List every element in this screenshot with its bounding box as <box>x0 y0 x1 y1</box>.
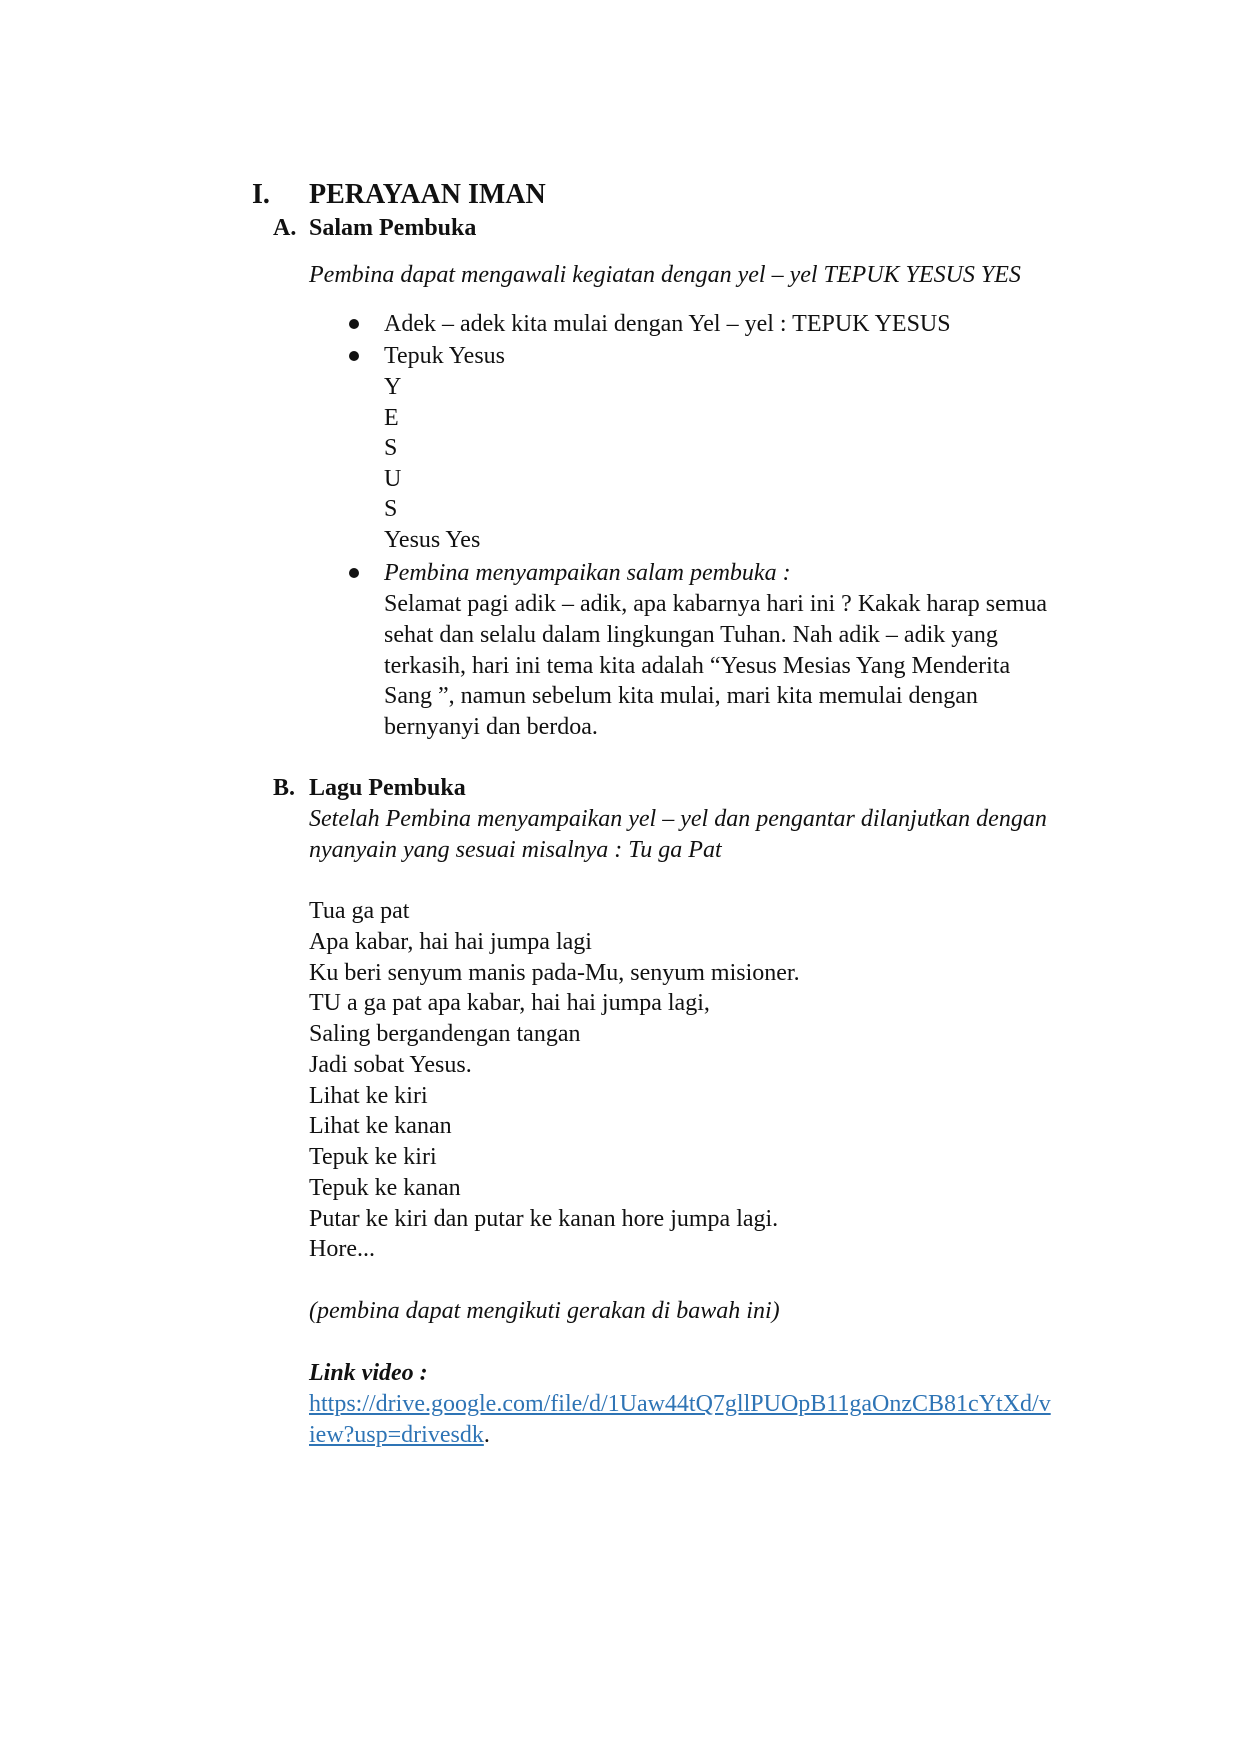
link-video-label: Link video : <box>309 1360 428 1386</box>
yel-line: Tepuk Yesus <box>384 343 506 369</box>
greeting-line: bernyanyi dan berdoa. <box>384 714 598 740</box>
bullet-item-3-title: Pembina menyampaikan salam pembuka : <box>384 560 791 586</box>
video-link-line-1 <box>309 1389 1051 1419</box>
lyric-line: Lihat ke kiri <box>309 1083 428 1109</box>
video-link[interactable]: https://drive.google.com/file/d/1Uaw44tQ7gllPUOpB11gaOnzCB81cYtXd/v <box>309 1391 1051 1417</box>
subsection-b-title: Lagu Pembuka <box>309 775 466 801</box>
subsection-b-instruction: Setelah Pembina menyampaikan yel – yel dan pengantar dilanjutkan dengan <box>309 806 1047 832</box>
bullet-icon <box>349 351 359 361</box>
yel-line: E <box>384 405 399 431</box>
subsection-a-instruction: Pembina dapat mengawali kegiatan dengan yel – yel TEPUK YESUS YES <box>309 262 1021 288</box>
lyric-line: Hore... <box>309 1236 375 1262</box>
lyric-line: Tua ga pat <box>309 898 410 924</box>
greeting-line: Selamat pagi adik – adik, apa kabarnya hari ini ? Kakak harap semua <box>384 591 1048 617</box>
movement-note: (pembina dapat mengikuti gerakan di bawah ini) <box>309 1298 780 1324</box>
greeting-line: sehat dan selalu dalam lingkungan Tuhan. Nah adik – adik yang <box>384 622 998 648</box>
bullet-item-1: Adek – adek kita mulai dengan Yel – yel : TEPUK YESUS <box>384 311 951 337</box>
subsection-a-letter: A. <box>273 215 297 241</box>
greeting-line: terkasih, hari ini tema kita adalah “Yesus Mesias Yang Menderita <box>384 653 1011 679</box>
yel-line: Yesus Yes <box>384 527 481 553</box>
lyric-line: Tepuk ke kanan <box>309 1175 461 1201</box>
lyric-line: Tepuk ke kiri <box>309 1144 437 1170</box>
yel-line: S <box>384 435 398 461</box>
link-period: . <box>483 1422 490 1448</box>
section-title: PERAYAAN IMAN <box>309 179 546 210</box>
bullet-icon <box>349 568 359 578</box>
section-number: I. <box>252 179 270 210</box>
subsection-b-instruction: nyanyain yang sesuai misalnya : Tu ga Pat <box>309 837 722 863</box>
subsection-a-title: Salam Pembuka <box>309 215 477 241</box>
lyric-line: TU a ga pat apa kabar, hai hai jumpa lagi, <box>309 990 710 1016</box>
lyric-line: Lihat ke kanan <box>309 1113 452 1139</box>
subsection-b-letter: B. <box>273 775 296 801</box>
yel-line: Y <box>384 374 402 400</box>
lyric-line: Ku beri senyum manis pada-Mu, senyum misioner. <box>309 960 800 986</box>
yel-line: S <box>384 496 398 522</box>
lyric-line: Putar ke kiri dan putar ke kanan hore jumpa lagi. <box>309 1206 779 1232</box>
yel-line: U <box>384 466 402 492</box>
lyric-line: Apa kabar, hai hai jumpa lagi <box>309 929 592 955</box>
video-link-continued[interactable]: iew?usp=drivesdk <box>309 1422 484 1448</box>
greeting-line: Sang ”, namun sebelum kita mulai, mari kita memulai dengan <box>384 683 978 709</box>
bullet-icon <box>349 319 359 329</box>
video-link-line-2 <box>309 1420 490 1450</box>
lyric-line: Saling bergandengan tangan <box>309 1021 581 1047</box>
lyric-line: Jadi sobat Yesus. <box>309 1052 472 1078</box>
